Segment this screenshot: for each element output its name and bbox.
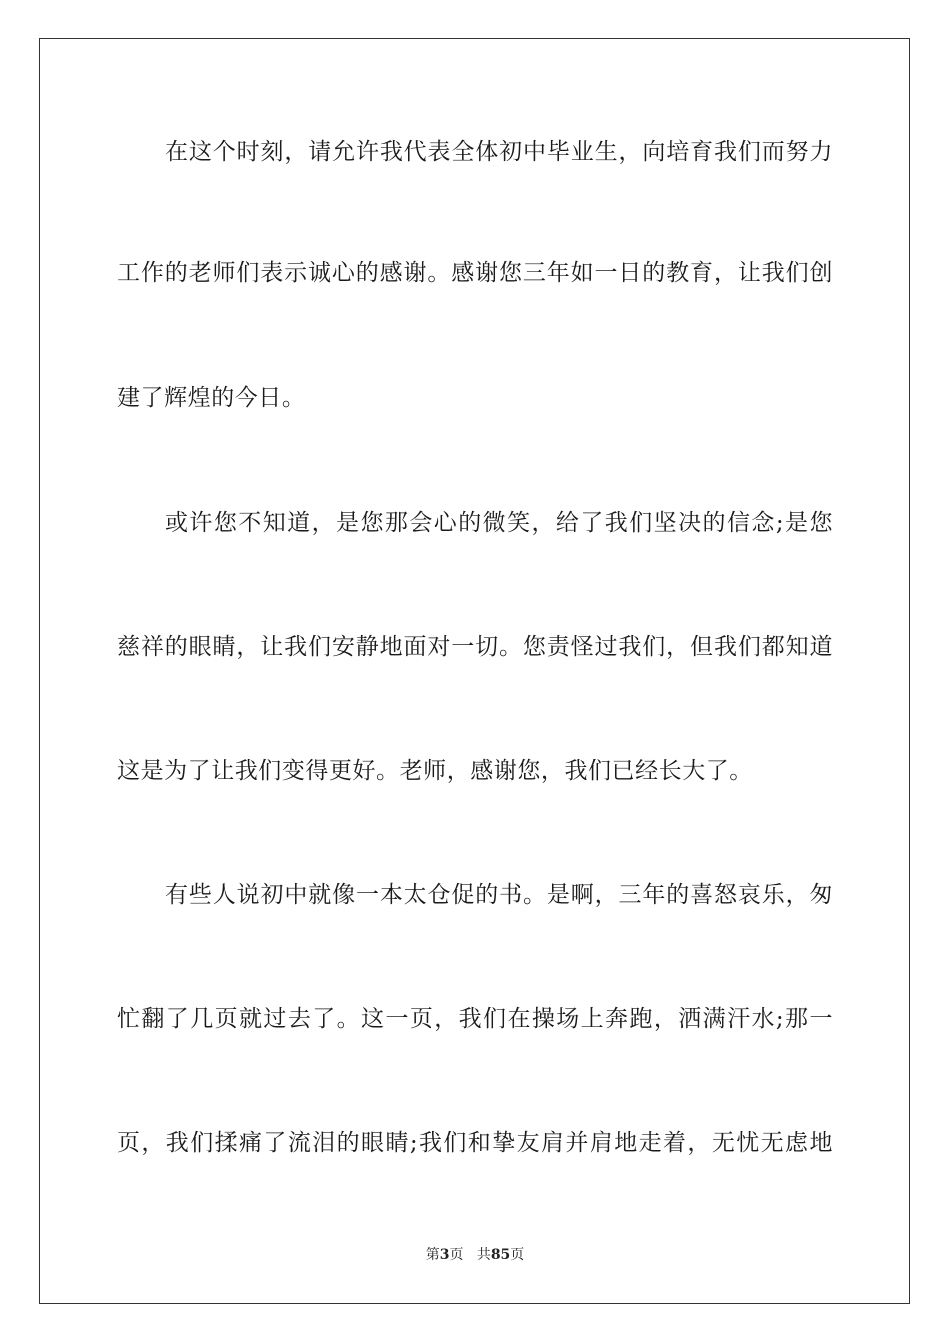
paragraph-2-line-3: 这是为了让我们变得更好。老师，感谢您，我们已经长大了。 <box>117 758 753 784</box>
page-footer <box>0 1246 950 1264</box>
footer-total-prefix: 共 <box>476 1247 491 1263</box>
footer-page-suffix: 页 <box>449 1247 464 1263</box>
paragraph-3-line-1: 有些人说初中就像一本太仓促的书。是啊，三年的喜怒哀乐，匆 <box>165 882 833 908</box>
paragraph-1-line-3: 建了辉煌的今日。 <box>117 385 306 411</box>
paragraph-2-line-1: 或许您不知道，是您那会心的微笑，给了我们坚决的信念;是您 <box>165 510 833 536</box>
paragraph-2-line-2: 慈祥的眼睛，让我们安静地面对一切。您责怪过我们，但我们都知道 <box>117 634 833 660</box>
paragraph-1-line-1: 在这个时刻，请允许我代表全体初中毕业生，向培育我们而努力 <box>165 139 833 165</box>
page-border <box>39 38 910 1304</box>
paragraph-3-line-2: 忙翻了几页就过去了。这一页，我们在操场上奔跑，洒满汗水;那一 <box>117 1006 833 1032</box>
footer-page-number: 3 <box>439 1247 450 1263</box>
footer-page-prefix: 第 <box>425 1247 440 1263</box>
paragraph-3-line-3: 页，我们揉痛了流泪的眼睛;我们和挚友肩并肩地走着，无忧无虑地 <box>117 1130 833 1156</box>
paragraph-1-line-2: 工作的老师们表示诚心的感谢。感谢您三年如一日的教育，让我们创 <box>117 260 833 286</box>
footer-total-suffix: 页 <box>510 1247 525 1263</box>
footer-total-pages: 85 <box>490 1247 511 1263</box>
